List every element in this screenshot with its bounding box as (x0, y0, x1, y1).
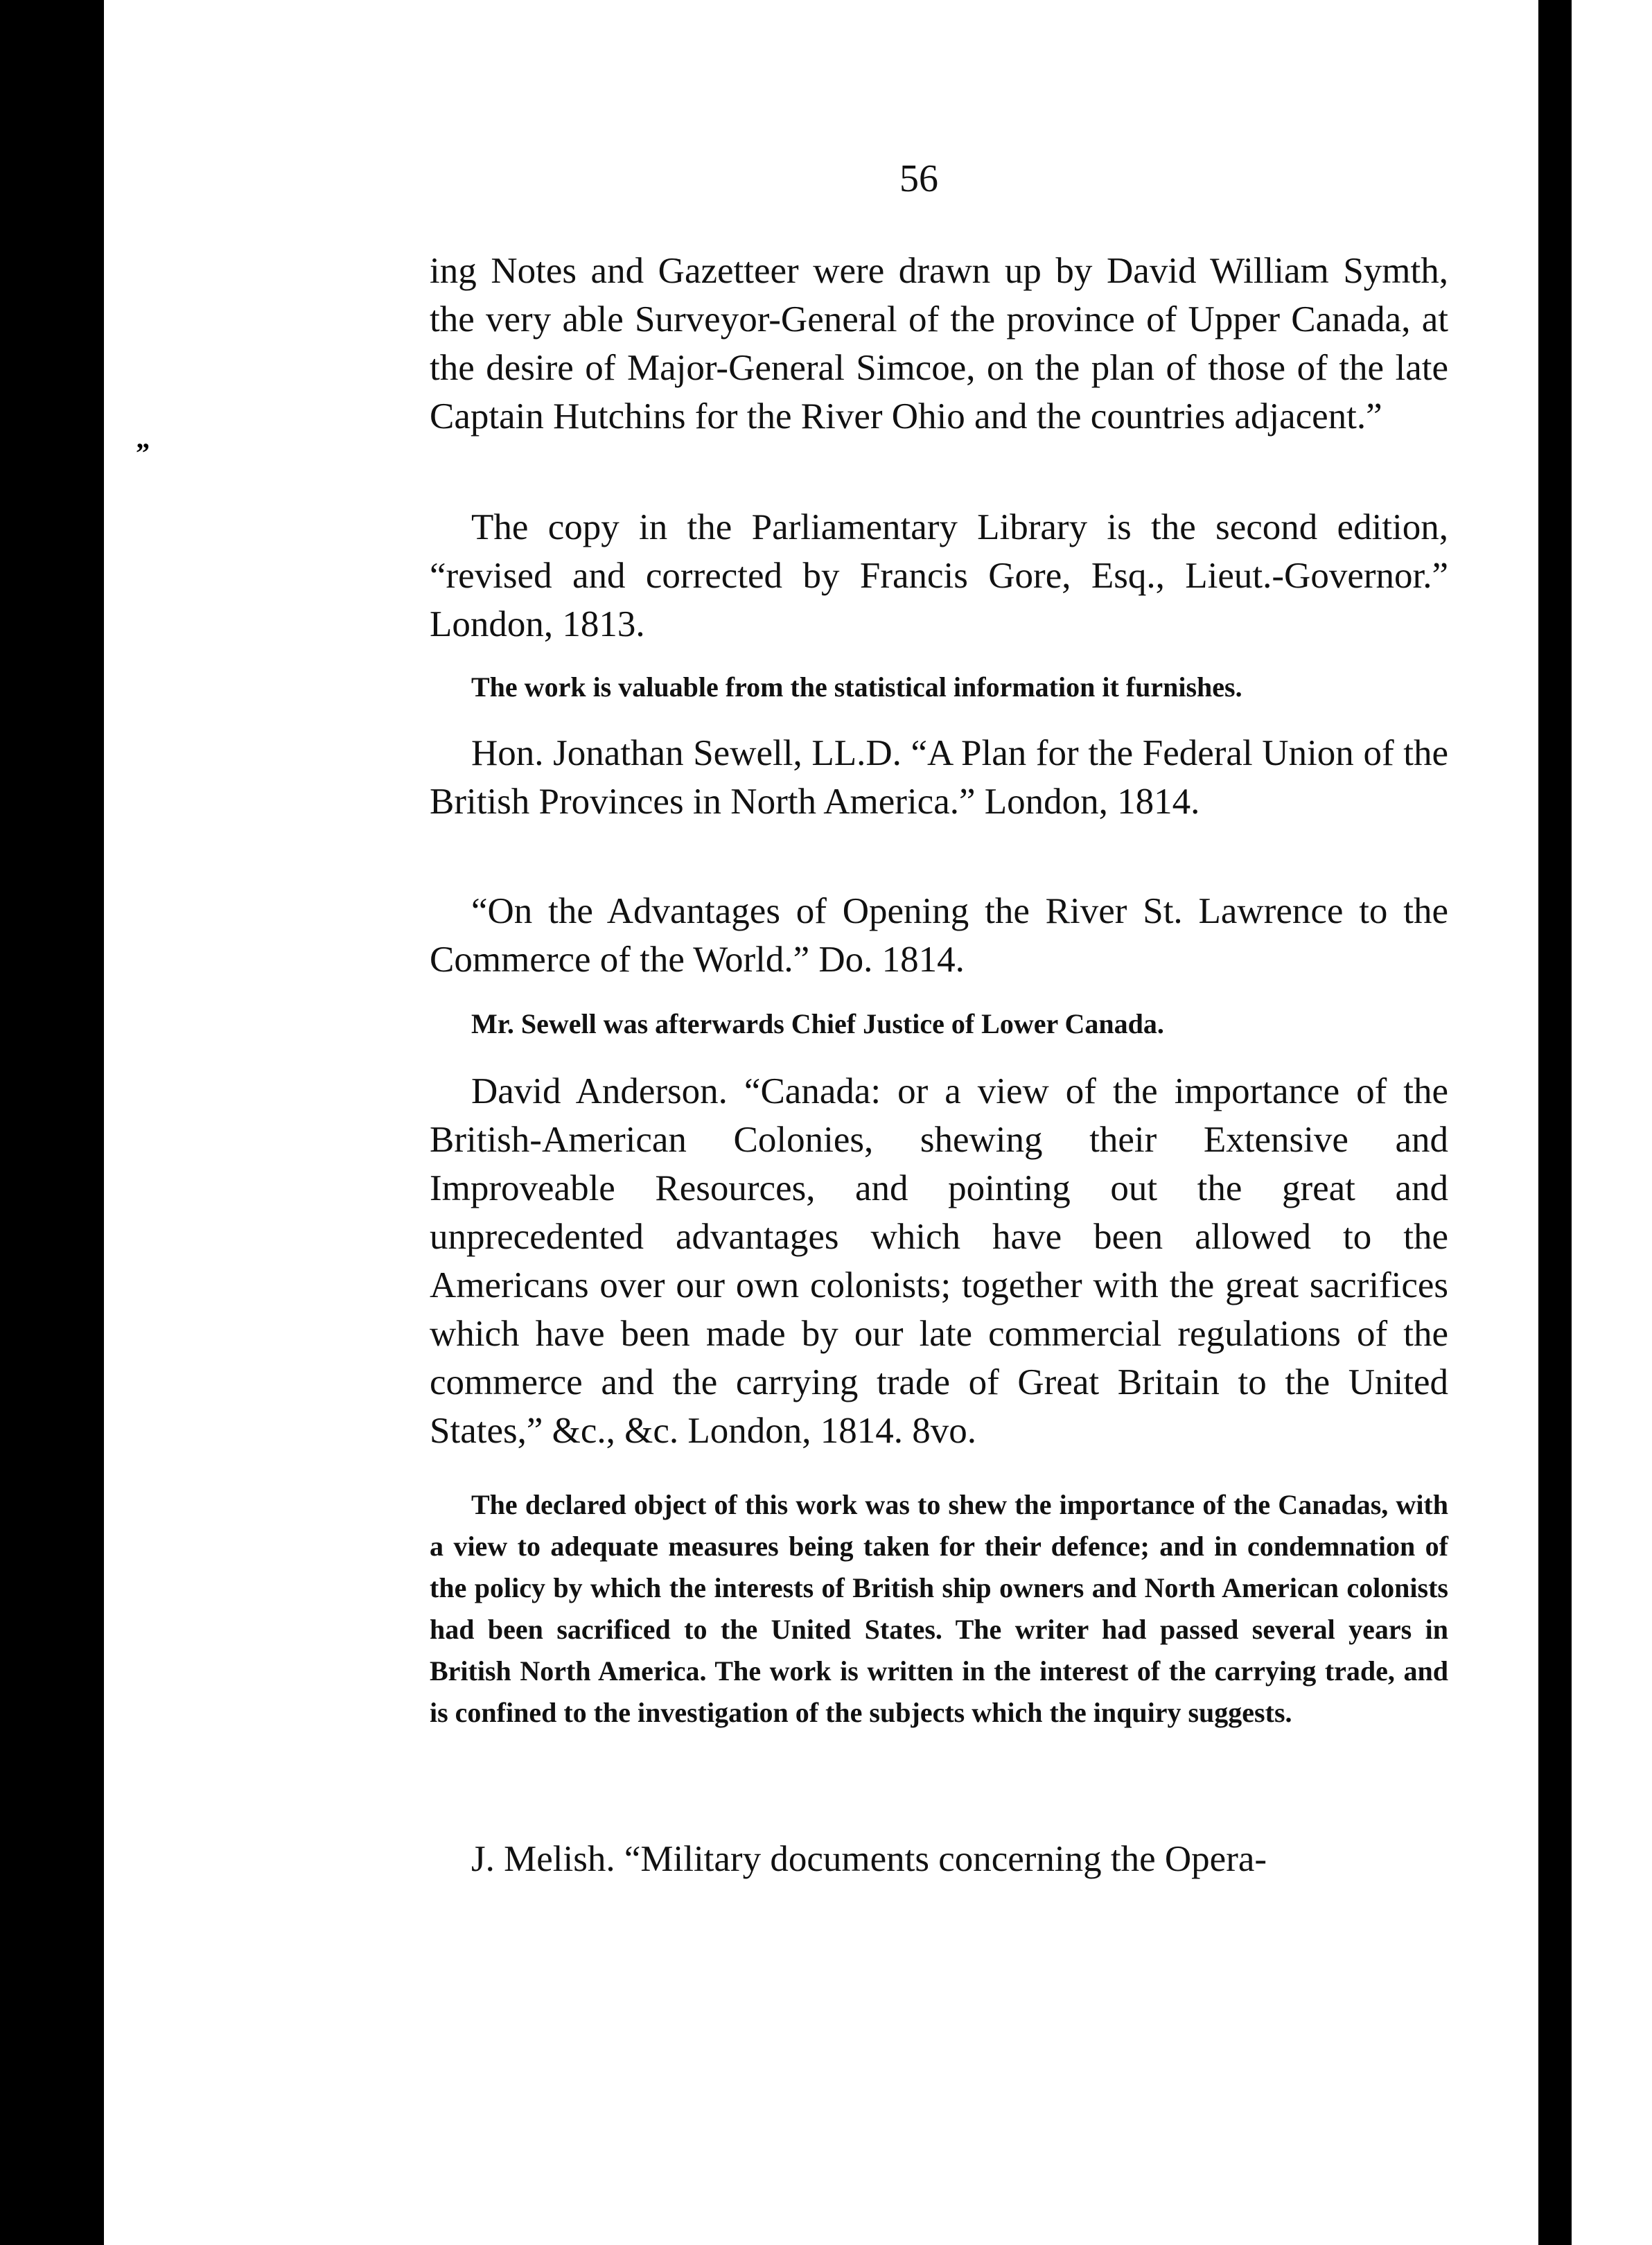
facing-page-edge (1572, 0, 1652, 2245)
paragraph: David Anderson. “Canada: or a view of the importance of the British-American Colonies, shewing their Extensive and Improveable Resources, and pointing out the great and unprecedented advantages which have been allowed to the Americans over our own colonists; together with the great sacrifices which have been made by our late commercial regulations of the commerce and the carrying trade of Great Britain to the United States,” &c., &c. London, 1814. 8vo. (430, 1071, 1448, 1451)
page-number: 56 (899, 157, 938, 200)
note-paragraph: The declared object of this work was to shew the importance of the Canadas, with a view to adequate measures being taken for their defence; and in condemnation of the policy by which the interests of British ship owners and North American colonists had been sacrificed to the United States. The writer had passed several years in British North America. The work is written in the interest of the carrying trade, and is confined to the investigation of the subjects which the inquiry suggests. (430, 1489, 1448, 1728)
margin-mark: ’ (28, 389, 37, 420)
paragraph: “On the Advantages of Opening the River St. Lawrence to the Commerce of the World.” Do. 1814. (430, 891, 1448, 980)
note-paragraph: The work is valuable from the statistical information it furnishes. (471, 671, 1242, 703)
margin-mark: ◆ (15, 258, 39, 292)
margin-mark: ” (136, 437, 150, 468)
paragraph: The copy in the Parliamentary Library is the second edition, “revised and corrected by Francis Gore, Esq., Lieut.-Governor.” London, 1813. (430, 507, 1448, 644)
paragraph: J. Melish. “Military documents concerning the Opera- (471, 1839, 1267, 1879)
paragraph: ing Notes and Gazetteer were drawn up by David William Symth, the very able Surveyor-General of the province of Upper Canada, at the desire of Major-General Simcoe, on the plan of those of the late Captain Hutchins for the River Ohio and the countries adjacent.” (430, 251, 1448, 437)
paragraph: Hon. Jonathan Sewell, LL.D. “A Plan for the Federal Union of the British Provinces in North America.” London, 1814. (430, 733, 1448, 822)
note-paragraph: Mr. Sewell was afterwards Chief Justice of Lower Canada. (471, 1008, 1164, 1039)
